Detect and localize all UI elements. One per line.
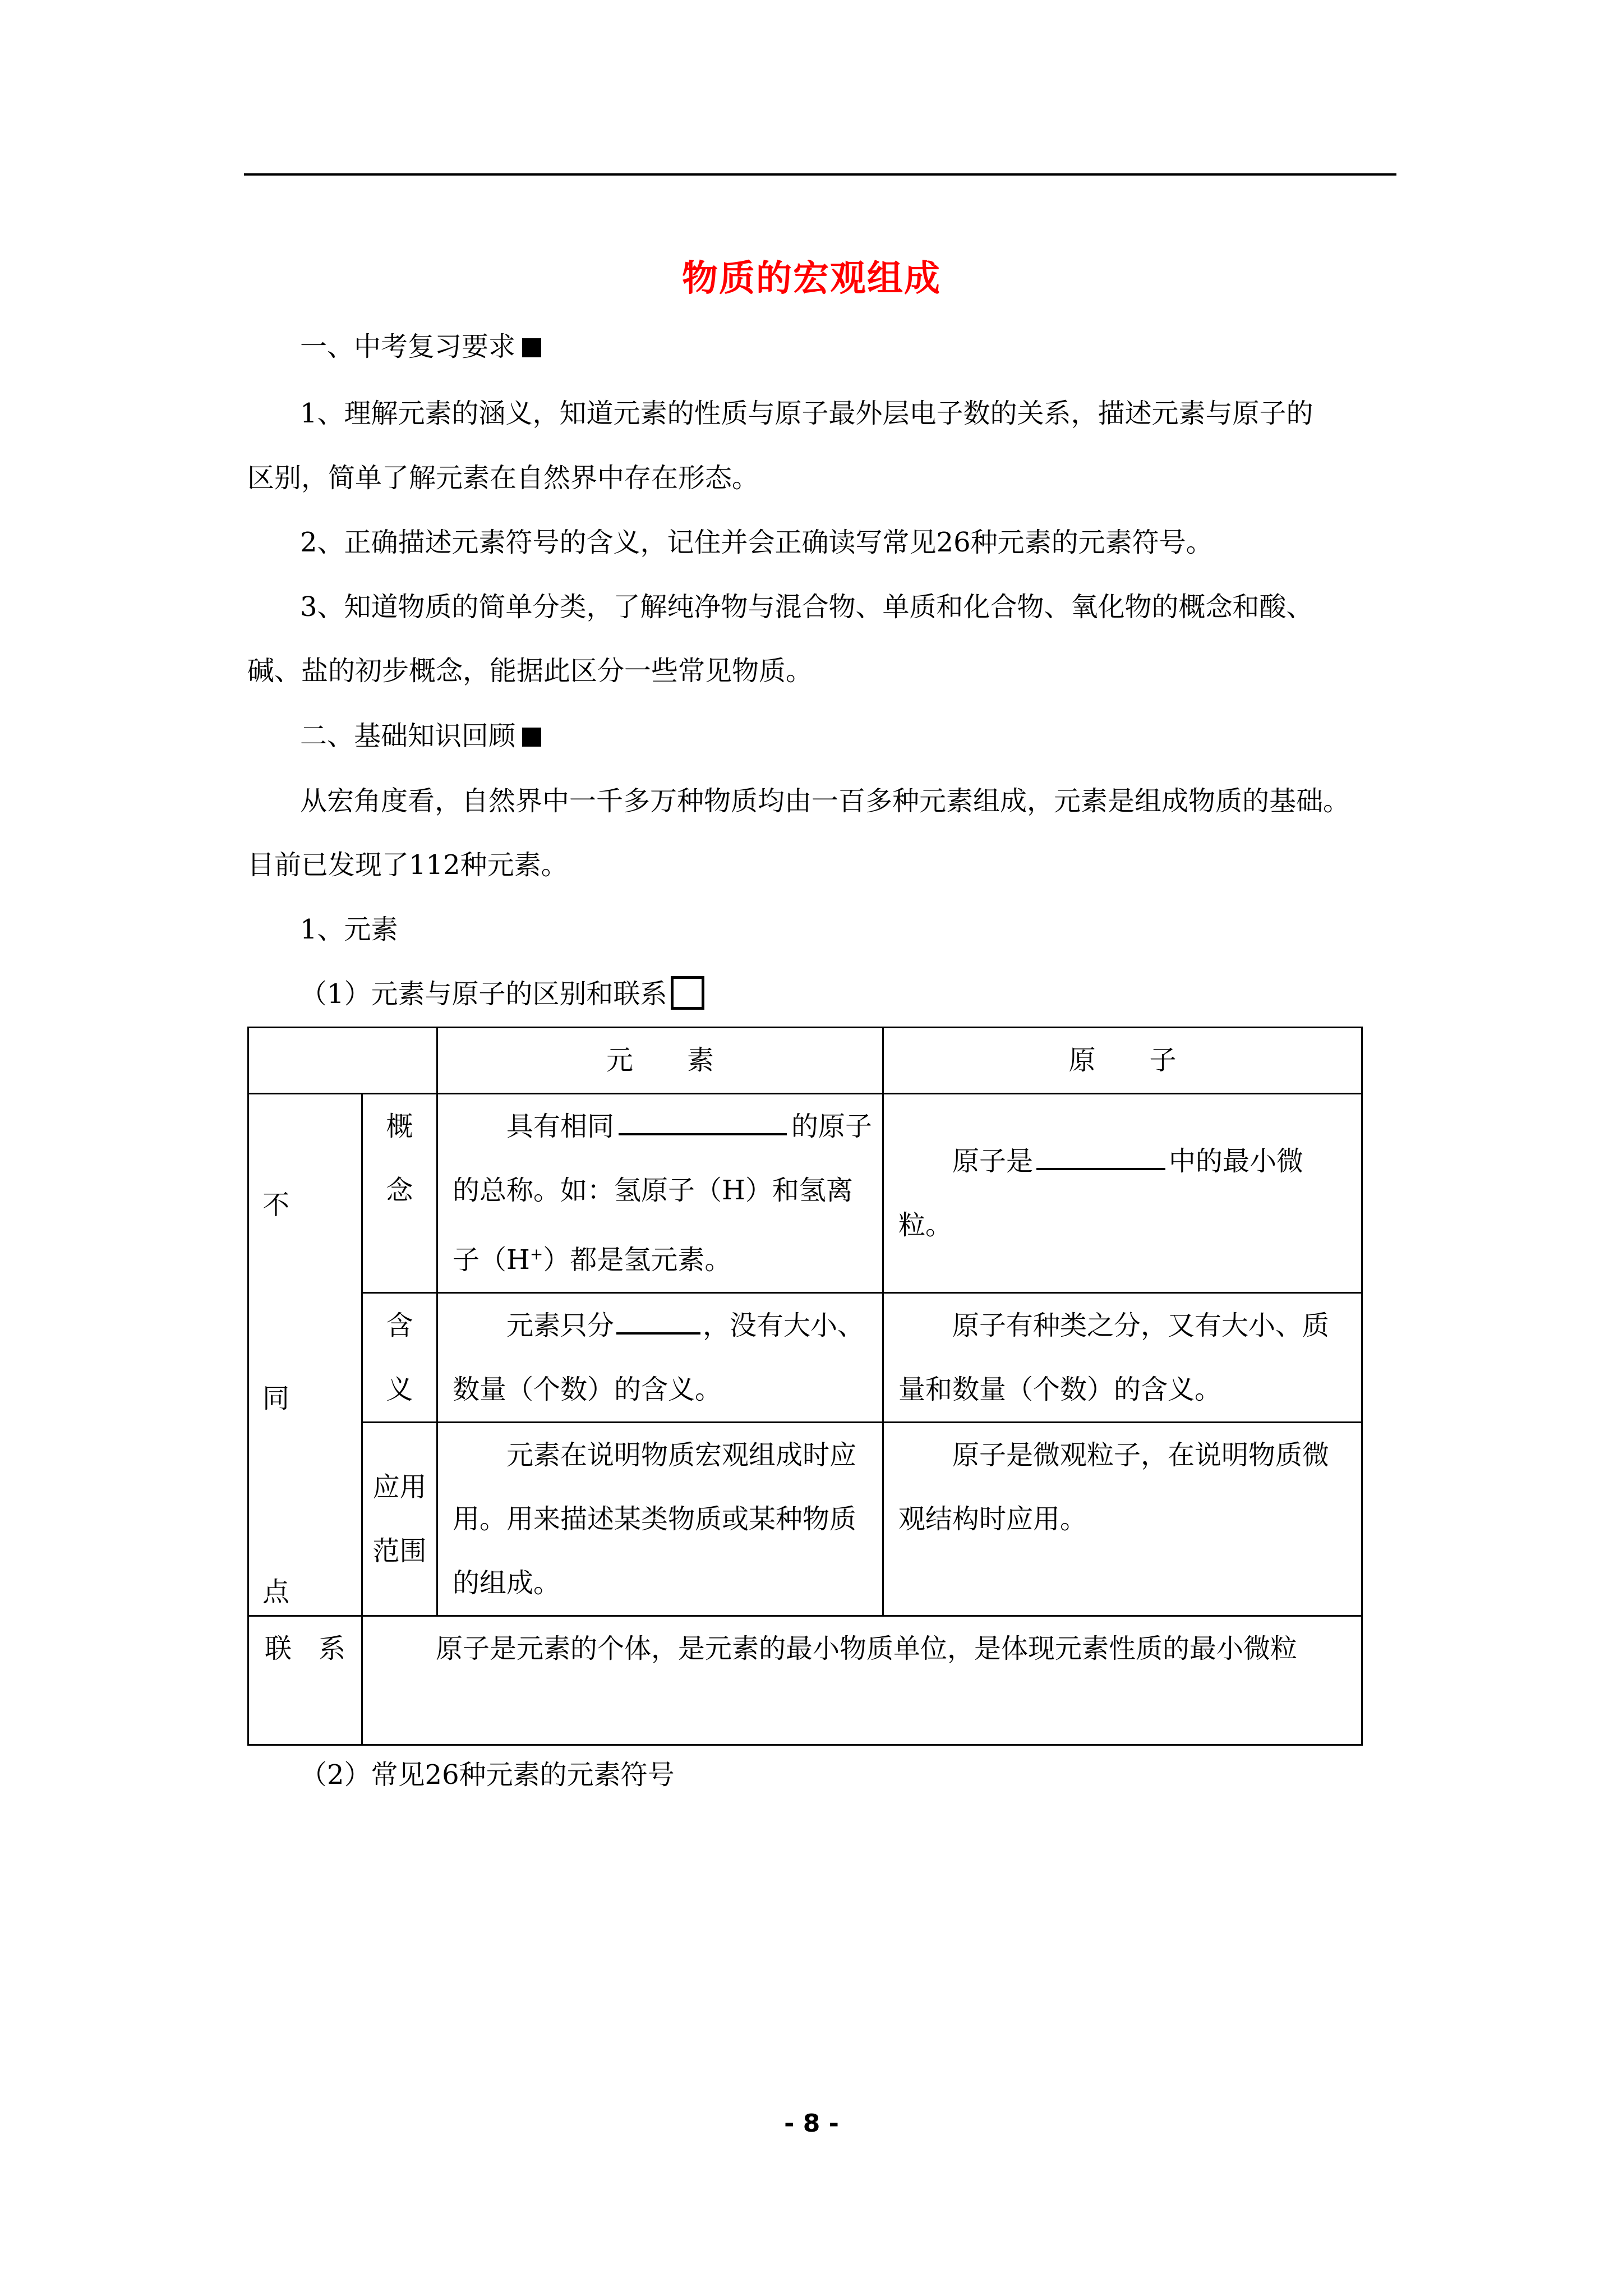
scope-atom-cell: 原子是微观粒子，在说明物质微观结构时应用。 (883, 1423, 1362, 1616)
subsection-element: 1、元素 (300, 914, 398, 945)
requirement-1-line-2: 区别，简单了解元素在自然界中存在形态。 (247, 462, 759, 494)
row-label-char: 概 (386, 1111, 413, 1142)
page-title: 物质的宏观组成 (682, 258, 941, 300)
fill-blank (619, 1108, 787, 1135)
element-atom-table (247, 1027, 1363, 1746)
page-number: - 8 - (784, 2109, 839, 2138)
header-rule (244, 173, 1396, 176)
meaning-element-cell (437, 1293, 883, 1423)
group-label-differences (248, 1094, 362, 1616)
square-bullet-icon (522, 728, 541, 747)
requirement-3-line-1: 3、知道物质的简单分类，了解纯净物与混合物、单质和化合物、氧化物的概念和酸、 (300, 591, 1313, 623)
meaning-atom-cell: 原子有种类之分，又有大小、质量和数量（个数）的含义。 (883, 1293, 1362, 1423)
concept-atom-text-a: 原子是 (952, 1145, 1034, 1177)
relation-cell: 原子是元素的个体，是元素的最小物质单位，是体现元素性质的最小微粒 (362, 1616, 1362, 1745)
row-label-char: 义 (386, 1374, 413, 1405)
row-label-char: 应用 (372, 1471, 427, 1503)
intro-line-2: 目前已发现了112种元素。 (247, 849, 568, 881)
table-header-element: 元 素 (437, 1028, 883, 1094)
table-header-atom: 原 子 (883, 1028, 1362, 1094)
row-label-char: 范围 (372, 1535, 427, 1567)
row-label-char: 念 (386, 1175, 413, 1206)
group-char-2: 同 (262, 1383, 290, 1414)
section-heading-requirements: 一、中考复习要求 (300, 330, 541, 364)
meaning-element-text-b: ，没有大小、数量（个数）的含义。 (453, 1310, 865, 1405)
table-header-blank (248, 1028, 437, 1094)
row-label-meaning (362, 1293, 437, 1423)
concept-element-text-b: 的原子的总称。如：氢原子（H）和氢离子（H (453, 1111, 873, 1276)
section-heading-basics: 二、基础知识回顾 (300, 719, 541, 753)
concept-atom-text-b: 中的最小微粒。 (898, 1145, 1304, 1241)
meaning-element-text-a: 元素只分 (506, 1310, 615, 1341)
row-label-concept (362, 1094, 437, 1293)
group-char-3: 点 (262, 1576, 290, 1608)
requirement-1-line-1: 1、理解元素的涵义，知道元素的性质与原子最外层电子数的关系，描述元素与原子的 (300, 398, 1313, 429)
scope-element-cell: 元素在说明物质宏观组成时应用。用来描述某类物质或某种物质的组成。 (437, 1423, 883, 1616)
concept-element-text-a: 具有相同 (506, 1111, 615, 1142)
row-label-scope (362, 1423, 437, 1616)
square-bullet-icon (522, 338, 541, 357)
checkbox-icon (671, 976, 704, 1010)
row-label-relation: 联 系 (248, 1616, 362, 1745)
requirement-3-line-2: 碱、盐的初步概念，能据此区分一些常见物质。 (247, 655, 813, 687)
fill-blank (1036, 1143, 1165, 1170)
concept-element-cell (437, 1094, 883, 1293)
fill-blank (616, 1308, 700, 1335)
requirement-2: 2、正确描述元素符号的含义，记住并会正确读写常见26种元素的元素符号。 (300, 527, 1213, 558)
concept-element-text-c: ）都是氢元素。 (543, 1244, 732, 1276)
subsection-element-vs-atom: （1）元素与原子的区别和联系 (300, 976, 704, 1011)
concept-atom-cell (883, 1094, 1362, 1293)
intro-line-1: 从宏角度看，自然界中一千多万种物质均由一百多种元素组成，元素是组成物质的基础。 (300, 785, 1350, 817)
ion-charge: + (529, 1245, 543, 1263)
subsection-element-symbols: （2）常见26种元素的元素符号 (300, 1759, 675, 1791)
group-char-1: 不 (262, 1189, 290, 1221)
row-label-char: 含 (386, 1310, 413, 1341)
